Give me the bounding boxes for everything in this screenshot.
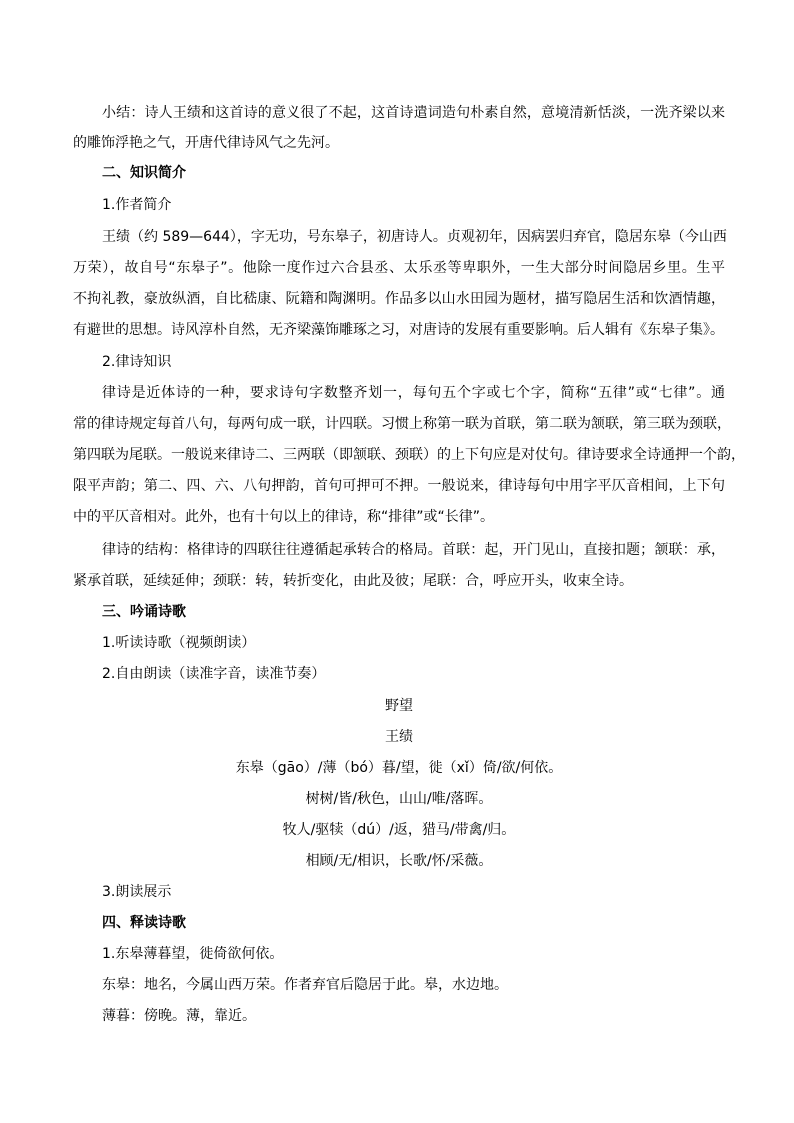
poem-title: 野望 [385,698,413,714]
section-2-heading: 二、知识简介 [102,165,186,181]
free-read-item: 2.自由朗读（读准字音，读准节奏） [102,666,326,682]
reading-show-item: 3.朗读展示 [102,884,172,900]
structure-paragraph-line-2: 紧承首联，延续延伸；颈联：转，转折变化，由此及彼；尾联：合，呼应开头，收束全诗。 [73,573,633,589]
lvshi-paragraph-line-2: 常的律诗规定每首八句，每两句成一联，计四联。习惯上称第一联为首联，第二联为颔联，第三联为颈联， [73,416,731,432]
lvshi-paragraph-line-3: 第四联为尾联。一般说来律诗二、三两联（即颔联、颈联）的上下句应是对仗句。律诗要求全诗通押一个韵， [73,447,745,463]
structure-paragraph-line-1: 律诗的结构：格律诗的四联往往遵循起承转合的格局。首联：起，开门见山，直接扣题；颔联：承， [102,542,725,558]
listen-item: 1.听读诗歌（视频朗读） [102,635,256,651]
lvshi-paragraph-line-5: 中的平仄音相对。此外，也有十句以上的律诗，称“排律”或“长律”。 [73,509,495,525]
author-paragraph-line-3: 不拘礼教，豪放纵酒，自比嵇康、阮籍和陶渊明。作品多以山水田园为题材，描写隐居生活和饮酒情趣， [73,291,725,307]
lvshi-heading: 2.律诗知识 [102,354,172,370]
summary-line-1: 小结：诗人王绩和这首诗的意义很了不起，这首诗遣词造句朴素自然，意境清新恬淡，一洗齐梁以来 [102,105,725,121]
poem-line-3: 牧人/驱犊（dú）/返，猎马/带禽/归。 [282,822,516,838]
section-3-heading: 三、吟诵诗歌 [102,604,186,620]
lvshi-paragraph-line-1: 律诗是近体诗的一种，要求诗句字数整齐划一，每句五个字或七个字，简称“五律”或“七律”。通 [102,385,725,401]
author-paragraph-line-4: 有避世的思想。诗风淳朴自然，无齐梁藻饰雕琢之习，对唐诗的发展有重要影响。后人辑有《东皋子集》。 [73,322,724,338]
poem-line-2: 树树/皆/秋色，山山/唯/落晖。 [305,791,493,807]
summary-line-2: 的雕饰浮艳之气，开唐代律诗风气之先河。 [73,135,339,151]
note-bomu: 薄暮：傍晚。薄，靠近。 [102,1008,256,1024]
author-paragraph-line-1: 王绩（约 589—644），字无功，号东皋子，初唐诗人。贞观初年，因病罢归弃官，隐居东皋（今山西 [102,229,727,245]
poem-line-4: 相顾/无/相识，长歌/怀/采薇。 [305,853,493,869]
poem-line-1: 东皋（gāo）/薄（bó）暮/望，徙（xǐ）倚/欲/何依。 [235,760,563,776]
author-intro-heading: 1.作者简介 [102,197,172,213]
poem-author: 王绩 [385,729,413,745]
author-paragraph-line-2: 万荣），故自号“东皋子”。他除一度作过六合县丞、太乐丞等卑职外，一生大部分时间隐居乡里。生平 [73,260,725,276]
note-donggao: 东皋：地名，今属山西万荣。作者弃官后隐居于此。皋，水边地。 [102,977,508,993]
section-4-heading: 四、释读诗歌 [102,915,186,931]
interpret-line-1: 1.东皋薄暮望，徙倚欲何依。 [102,946,284,962]
lvshi-paragraph-line-4: 限平声韵；第二、四、六、八句押韵，首句可押可不押。一般说来，律诗每句中用字平仄音相间，上下句 [73,478,725,494]
